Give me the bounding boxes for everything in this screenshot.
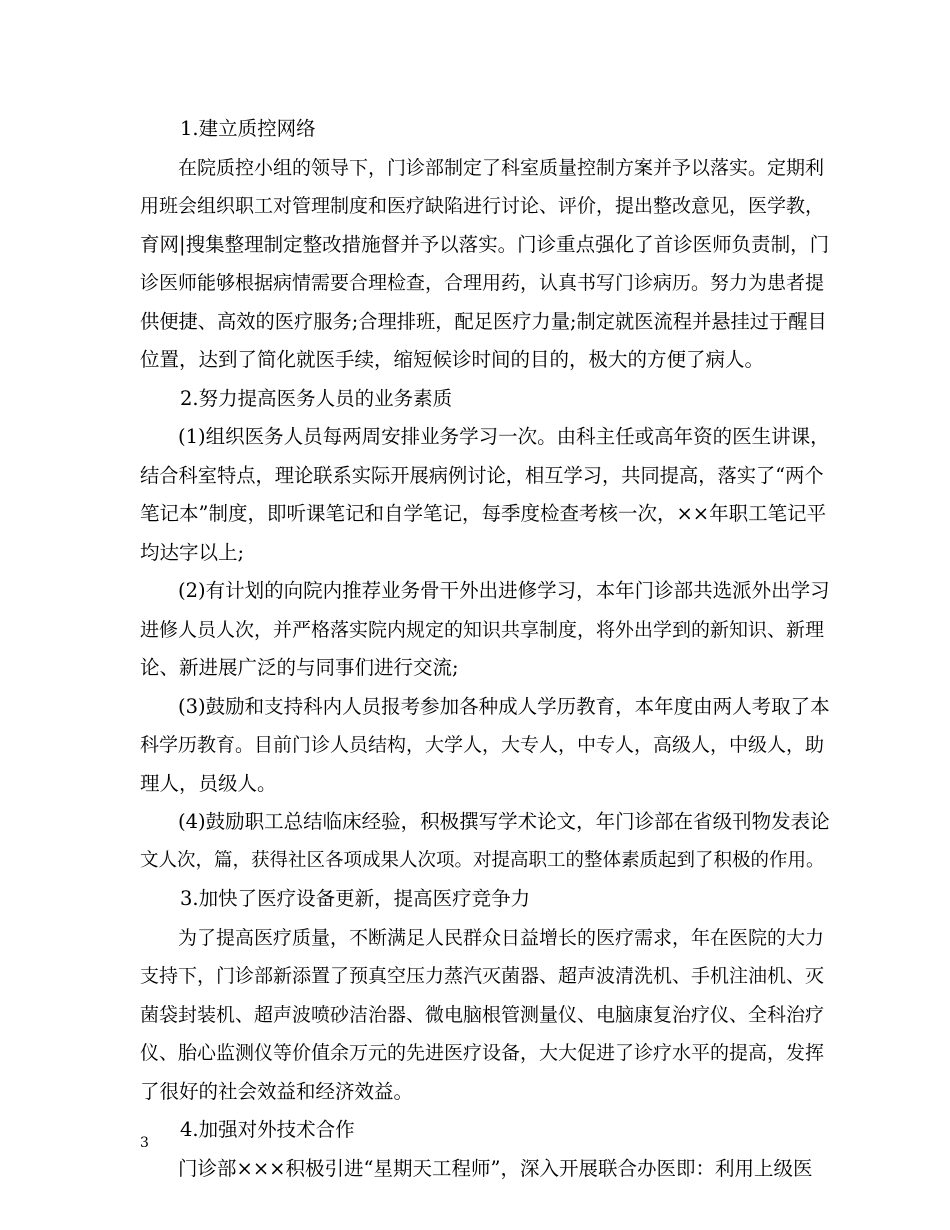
section-heading: 3.加快了医疗设备更新，提高医疗竞争力 [180,887,531,910]
text-line: 支持下，门诊部新添置了预真空压力蒸汽灭菌器、超声波清洗机、手机注油机、灭 [140,965,825,987]
document-body [140,110,830,1188]
page-number: 3 [140,1135,149,1151]
text-line: 文人次，篇，获得社区各项成果人次项。对提高职工的整体素质起到了积极的作用。 [140,849,825,871]
section-heading: 2.努力提高医务人员的业务素质 [180,386,453,410]
section-heading: 1.建立质控网络 [180,117,316,140]
text-line: 笔记本”制度，即听课笔记和自学笔记，每季度检查考核一次，××年职工笔记平 [140,502,827,525]
text-line: 育网|搜集整理制定整改措施督并予以落实。门诊重点强化了首诊医师负责制，门 [140,232,830,256]
text-line: 论、新进展广泛的与同事们进行交流; [140,656,459,679]
text-line: 在院质控小组的领导下，门诊部制定了科室质量控制方案并予以落实。定期利 [178,156,825,179]
text-line: 理人，员级人。 [140,771,277,795]
text-line: 位置，达到了简化就医手续，缩短候诊时间的目的，极大的方便了病人。 [140,348,765,371]
text-line: 用班会组织职工对管理制度和医疗缺陷进行讨论、评价，提出整改意见，医学教， [140,195,825,217]
text-line: (3)鼓励和支持科内人员报考参加各种成人学历教育，本年度由两人考取了本 [178,694,830,718]
text-line: 门诊部×××积极引进“星期天工程师”，深入开展联合办医即：利用上级医 [178,1156,813,1180]
section-heading: 4.加强对外技术合作 [180,1118,355,1141]
text-line: (2)有计划的向院内推荐业务骨干外出进修学习，本年门诊部共选派外出学习 [178,579,830,602]
text-line: 进修人员人次，并严格落实院内规定的知识共享制度，将外出学到的新知识、新理 [140,618,825,641]
text-line: (1)组织医务人员每两周安排业务学习一次。由科主任或高年资的医生讲课， [178,425,830,448]
text-line: 为了提高医疗质量，不断满足人民群众日益增长的医疗需求，年在医院的大力 [178,926,825,949]
text-line: (4)鼓励职工总结临床经验，积极撰写学术论文，年门诊部在省级刊物发表论 [178,810,830,833]
text-line: 均达字以上; [140,540,245,564]
text-line: 仪、胎心监测仪等价值余万元的先进医疗设备，大大促进了诊疗水平的提高，发挥 [140,1042,825,1064]
text-line: 结合科室特点，理论联系实际开展病例讨论，相互学习，共同提高，落实了“两个 [140,463,824,487]
text-line: 菌袋封装机、超声波喷砂洁治器、微电脑根管测量仪、电脑康复治疗仪、全科治疗 [140,1003,825,1026]
text-line: 诊医师能够根据病情需要合理检查，合理用药，认真书写门诊病历。努力为患者提 [140,272,825,294]
text-line: 科学历教育。目前门诊人员结构，大学人，大专人，中专人，高级人，中级人，助 [140,734,825,756]
text-line: 供便捷、高效的医疗服务;合理排班，配足医疗力量;制定就医流程并悬挂过于醒目 [140,309,827,333]
text-line: 了很好的社会效益和经济效益。 [140,1079,414,1103]
